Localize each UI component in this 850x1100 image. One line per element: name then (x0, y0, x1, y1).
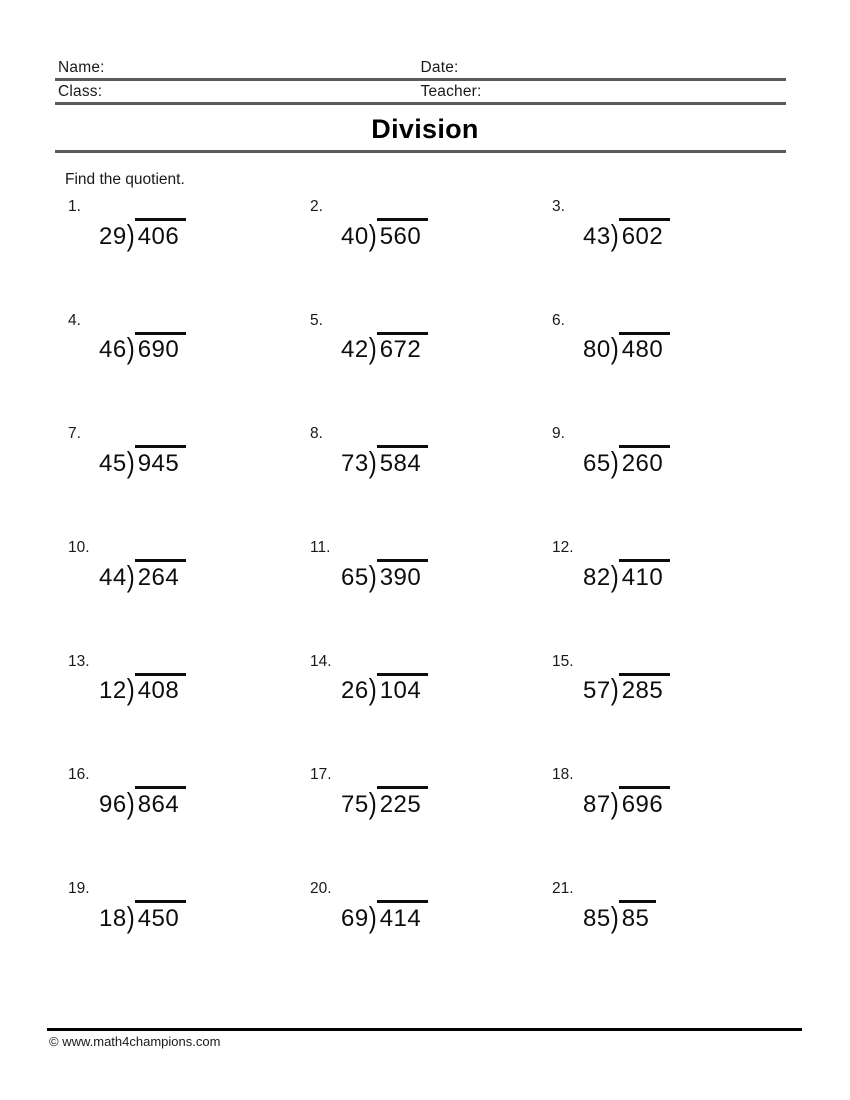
divisor-value: 42 (341, 336, 369, 364)
dividend-value: 584 (377, 445, 429, 476)
problem-number: 19. (68, 880, 90, 898)
divisor-value: 44 (99, 563, 127, 591)
header-row-class-teacher (55, 84, 786, 105)
division-bracket-icon: ) (126, 673, 135, 707)
dividend-value: 696 (619, 786, 671, 817)
dividend-value: 690 (135, 332, 187, 363)
division-bracket-icon: ) (126, 560, 135, 594)
division-bracket-icon: ) (368, 332, 377, 366)
division-problem (550, 652, 792, 766)
division-expression (341, 786, 428, 821)
division-expression (583, 786, 670, 821)
divisor-value: 87 (583, 790, 611, 818)
division-problem (550, 765, 792, 879)
division-problem (308, 311, 550, 425)
dividend-value: 602 (619, 218, 671, 249)
division-problem (550, 879, 792, 993)
division-expression (341, 445, 428, 480)
problem-number: 10. (68, 539, 90, 557)
dividend-value: 285 (619, 673, 671, 704)
division-problem (66, 197, 308, 311)
dividend-value: 260 (619, 445, 671, 476)
teacher-label: Teacher: (420, 83, 482, 100)
class-label: Class: (58, 83, 103, 100)
dividend-value: 672 (377, 332, 429, 363)
division-expression (341, 673, 428, 707)
footer-divider (47, 1028, 802, 1031)
division-bracket-icon: ) (368, 219, 377, 253)
problem-number: 17. (310, 766, 332, 784)
problem-number: 4. (68, 311, 81, 329)
divisor-value: 18 (99, 904, 127, 932)
date-label: Date: (420, 59, 459, 76)
problem-number: 12. (552, 539, 574, 557)
division-bracket-icon: ) (126, 901, 135, 935)
division-bracket-icon: ) (368, 673, 377, 707)
division-problem (66, 765, 308, 879)
problem-number: 15. (552, 652, 574, 670)
dividend-value: 560 (377, 218, 429, 249)
division-bracket-icon: ) (368, 901, 377, 935)
division-bracket-icon: ) (126, 446, 135, 480)
division-bracket-icon: ) (610, 673, 619, 707)
division-problem (550, 197, 792, 311)
divisor-value: 29 (99, 222, 127, 250)
page-title: Division (371, 114, 479, 144)
division-expression (583, 559, 670, 594)
division-expression (99, 900, 186, 935)
divisor-value: 57 (583, 677, 611, 705)
divisor-value: 96 (99, 790, 127, 818)
dividend-value: 410 (619, 559, 671, 590)
division-problem (308, 652, 550, 766)
dividend-value: 864 (135, 786, 187, 817)
dividend-value: 408 (135, 673, 187, 704)
dividend-value: 945 (135, 445, 187, 476)
divisor-value: 43 (583, 222, 611, 250)
division-expression (99, 445, 186, 480)
division-problem (308, 765, 550, 879)
division-bracket-icon: ) (610, 787, 619, 821)
division-problem (550, 311, 792, 425)
division-bracket-icon: ) (126, 332, 135, 366)
division-expression (583, 900, 656, 935)
division-problem (308, 197, 550, 311)
division-expression (583, 673, 670, 707)
problem-number: 14. (310, 652, 332, 670)
division-bracket-icon: ) (126, 787, 135, 821)
divisor-value: 65 (341, 563, 369, 591)
title-divider (55, 150, 786, 153)
divisor-value: 73 (341, 449, 369, 477)
dividend-value: 390 (377, 559, 429, 590)
division-problem (66, 652, 308, 766)
problem-number: 3. (552, 198, 565, 215)
problem-number: 11. (310, 539, 331, 557)
division-bracket-icon: ) (610, 560, 619, 594)
divisor-value: 40 (341, 222, 369, 250)
division-problem (550, 424, 792, 538)
problem-number: 18. (552, 766, 574, 784)
division-bracket-icon: ) (610, 446, 619, 480)
division-bracket-icon: ) (610, 901, 619, 935)
division-bracket-icon: ) (368, 446, 377, 480)
dividend-value: 225 (377, 786, 429, 817)
instruction-text: Find the quotient. (65, 171, 185, 188)
division-bracket-icon: ) (368, 560, 377, 594)
problem-number: 2. (310, 198, 323, 215)
division-bracket-icon: ) (610, 219, 619, 253)
dividend-value: 85 (619, 900, 657, 931)
division-problem (308, 879, 550, 993)
problem-number: 6. (552, 311, 565, 329)
division-expression (341, 218, 428, 253)
divisor-value: 45 (99, 449, 127, 477)
division-problem (66, 311, 308, 425)
problem-number: 9. (552, 425, 565, 443)
problem-number: 13. (68, 652, 90, 670)
division-problem (308, 424, 550, 538)
problems-grid (66, 197, 792, 993)
division-expression (341, 900, 428, 935)
division-expression (99, 218, 186, 253)
division-bracket-icon: ) (368, 787, 377, 821)
division-problem (308, 538, 550, 652)
dividend-value: 406 (135, 218, 187, 249)
division-expression (99, 673, 186, 707)
problem-number: 16. (68, 766, 90, 784)
copyright-text: © www.math4champions.com (49, 1034, 221, 1049)
divisor-value: 82 (583, 563, 611, 591)
division-expression (583, 332, 670, 366)
problem-number: 8. (310, 425, 323, 443)
dividend-value: 450 (135, 900, 187, 931)
dividend-value: 104 (377, 673, 429, 704)
division-expression (583, 445, 670, 480)
header-row-name-date (55, 60, 786, 81)
problem-number: 21. (552, 880, 574, 898)
divisor-value: 85 (583, 904, 611, 932)
divisor-value: 12 (99, 677, 127, 705)
divisor-value: 80 (583, 336, 611, 364)
dividend-value: 264 (135, 559, 187, 590)
division-problem (550, 538, 792, 652)
division-bracket-icon: ) (610, 332, 619, 366)
dividend-value: 480 (619, 332, 671, 363)
division-problem (66, 424, 308, 538)
problem-number: 7. (68, 425, 81, 443)
divisor-value: 65 (583, 449, 611, 477)
problem-number: 20. (310, 880, 332, 898)
divisor-value: 75 (341, 790, 369, 818)
problem-number: 1. (68, 198, 81, 215)
name-label: Name: (58, 59, 105, 76)
division-problem (66, 879, 308, 993)
division-expression (99, 332, 186, 366)
divisor-value: 26 (341, 677, 369, 705)
problem-number: 5. (310, 311, 323, 329)
division-problem (66, 538, 308, 652)
division-bracket-icon: ) (126, 219, 135, 253)
division-expression (99, 559, 186, 594)
division-expression (341, 332, 428, 366)
division-expression (99, 786, 186, 821)
divisor-value: 69 (341, 904, 369, 932)
divisor-value: 46 (99, 336, 127, 364)
division-expression (341, 559, 428, 594)
division-expression (583, 218, 670, 253)
dividend-value: 414 (377, 900, 429, 931)
